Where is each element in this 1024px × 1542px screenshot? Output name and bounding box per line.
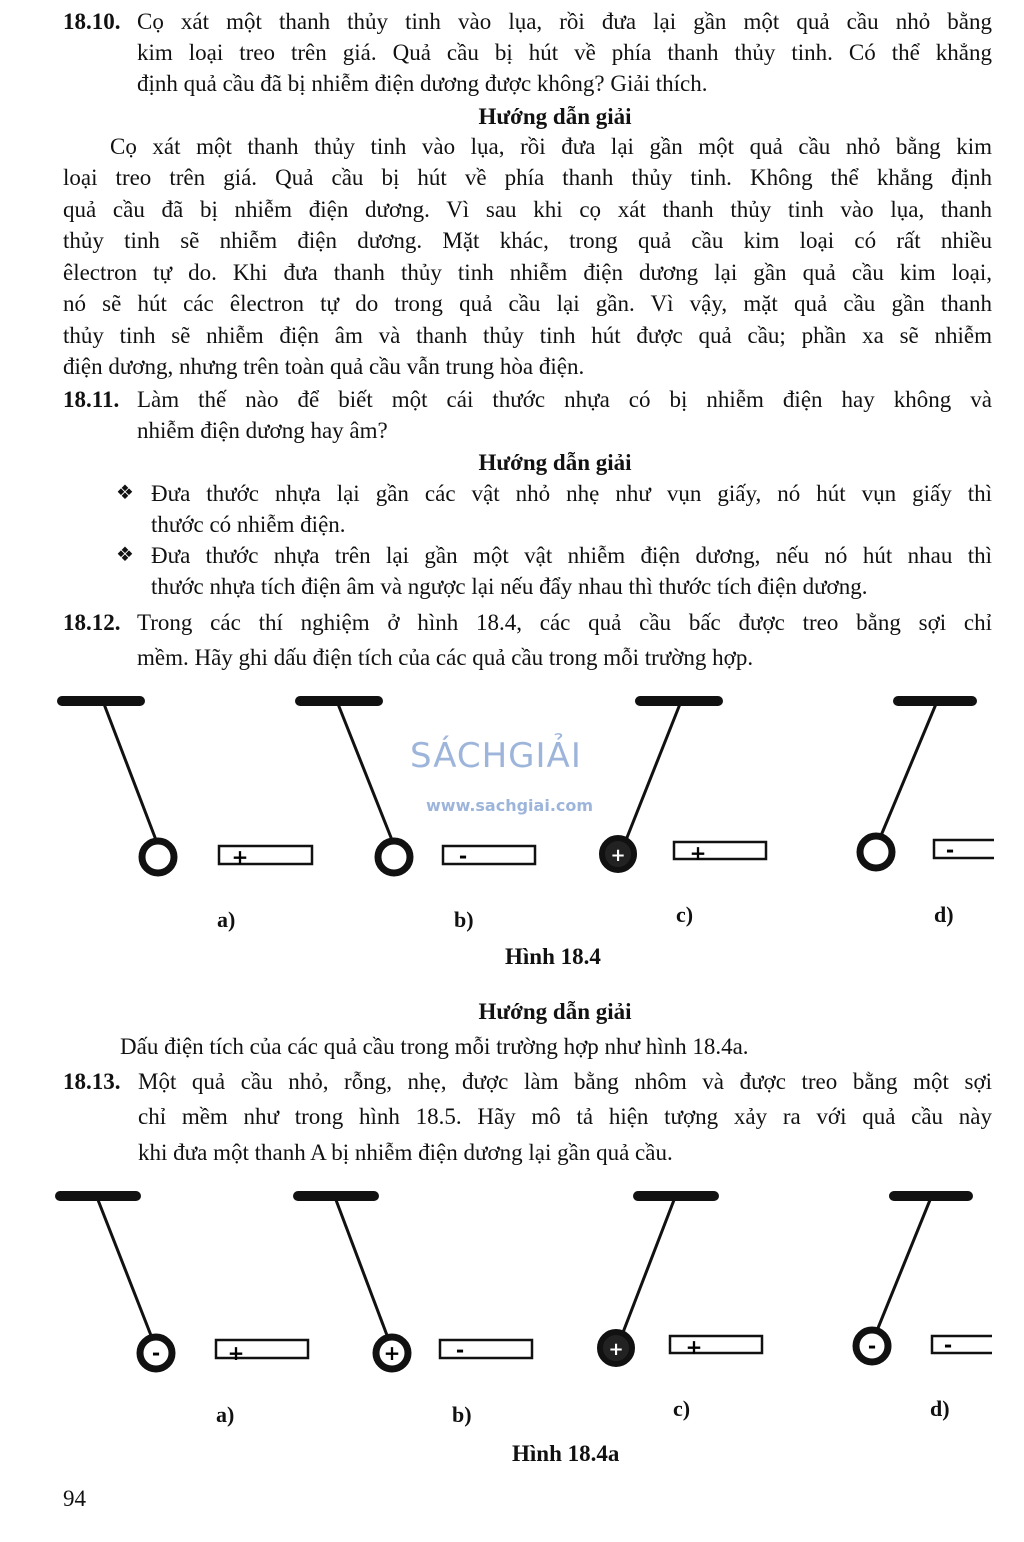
ball-sign-c: + [610,845,626,866]
bullet-icon: ❖ [116,544,134,566]
rod-sign-d: - [945,838,955,862]
answer-line: loại treo trên giá. Quả cầu bị hút về phía thanh thủy tinh. Không thể khẳng định [63,165,992,190]
rod-sign-b: - [458,844,468,868]
pendulum-b [298,1196,532,1369]
answer-line: điện dương, nhưng trên toàn quả cầu vẫn trung hòa điện. [63,354,585,379]
guide-heading: Hướng dẫn giải [478,104,632,129]
question-text-line: khi đưa một thanh A bị nhiễm điện dương lại gần quả cầu. [138,1140,673,1165]
answer-line: thủy tinh sẽ nhiễm điện dương. Mặt khác, trong quả cầu kim loại có rất nhiều [63,228,992,253]
question-text-line: mềm. Hãy ghi dấu điện tích của các quả cầu trong mỗi trường hợp. [137,645,754,670]
pendulum-c [600,1196,762,1364]
question-number-18-13: 18.13. [63,1069,121,1094]
rod-sign-c: + [685,1335,703,1359]
question-number-18-10: 18.10. [63,9,121,34]
bullet-text-line: thước có nhiễm điện. [151,512,346,537]
rod-sign-a: + [227,1341,245,1365]
pendulum-a [60,1196,308,1369]
answer-line: nó sẽ hút các êlectron tự do trong quả cầu lại gần. Vì vậy, mặt quả cầu gần thanh [63,291,992,316]
answer-line: êlectron tự do. Khi đưa thanh thủy tinh nhiễm điện dương lại gần quả cầu kim loại, [63,260,992,285]
bullet-text-line: Đưa thước nhựa lại gần các vật nhỏ nhẹ như vụn giấy, nó hút vụn giấy thì [151,481,992,506]
sub-label-b: b) [452,1402,472,1427]
sub-label-d: d) [930,1396,950,1421]
watermark-brand: SÁCHGIẢI [410,736,582,776]
sub-label-c: c) [676,902,694,927]
question-text-line: Cọ xát một thanh thủy tinh vào lụa, rồi đưa lại gần một quả cầu nhỏ bằng [137,9,992,34]
guide-heading: Hướng dẫn giải [478,450,632,475]
ball-sign-b: + [383,1341,401,1365]
figure-18-4a [0,1180,1024,1390]
page-number: 94 [63,1486,86,1511]
rod-sign-a: + [231,845,249,869]
bullet-text-line: thước nhựa tích điện âm và ngược lại nếu đẩy nhau thì thước tích điện dương. [151,574,868,599]
question-text-line: Làm thế nào để biết một cái thước nhựa có bị nhiễm điện hay không và [137,387,992,412]
rod-sign-c: + [689,841,707,865]
pendulum-d [856,1196,992,1362]
watermark-logo [410,722,630,822]
sub-label-b: b) [454,907,474,932]
question-text-line: chỉ mềm như trong hình 18.5. Hãy mô tả hiện tượng xảy ra với quả cầu này [138,1104,992,1129]
pendulum-a [62,701,312,873]
guide-heading: Hướng dẫn giải [478,999,632,1024]
question-number-18-11: 18.11. [63,387,120,412]
sub-label-d: d) [934,902,954,927]
figure-caption-18-4a: Hình 18.4a [512,1441,620,1466]
sub-label-a: a) [216,1402,235,1427]
watermark-site: www.sachgiai.com [426,796,594,815]
pendulum-d [860,701,994,868]
rod-sign-b: - [455,1338,465,1362]
question-text-line: định quả cầu đã bị nhiễm điện dương được không? Giải thích. [137,71,708,96]
ball-sign-d: - [867,1334,877,1358]
question-text-line: nhiễm điện dương hay âm? [137,418,388,443]
sub-label-a: a) [217,907,236,932]
ball-sign-c: + [608,1339,624,1360]
rod-sign-d: - [943,1333,953,1357]
bullet-icon: ❖ [116,482,134,504]
question-number-18-12: 18.12. [63,610,121,635]
answer-line: Cọ xát một thanh thủy tinh vào lụa, rồi đưa lại gần một quả cầu nhỏ bằng kim [110,134,992,159]
answer-line: quả cầu đã bị nhiễm điện dương. Vì sau khi cọ xát thanh thủy tinh vào lụa, thanh [63,197,992,222]
answer-line: Dấu điện tích của các quả cầu trong mỗi trường hợp như hình 18.4a. [120,1034,749,1059]
question-text-line: Trong các thí nghiệm ở hình 18.4, các quả cầu bấc được treo bằng sợi chỉ [137,610,992,635]
bullet-text-line: Đưa thước nhựa trên lại gần một vật nhiễm điện dương, nếu nó hút nhau thì [151,543,992,568]
question-text-line: kim loại treo trên giá. Quả cầu bị hút về phía thanh thủy tinh. Có thể khẳng [137,40,992,65]
ball-sign-a: - [151,1341,161,1365]
question-text-line: Một quả cầu nhỏ, rỗng, nhẹ, được làm bằng nhôm và được treo bằng một sợi [138,1069,992,1094]
answer-line: thủy tinh sẽ nhiễm điện âm và thanh thủy tinh hút được quả cầu; phần xa sẽ nhiễm [63,323,992,348]
figure-caption-18-4: Hình 18.4 [505,944,601,969]
sub-label-c: c) [673,1396,691,1421]
